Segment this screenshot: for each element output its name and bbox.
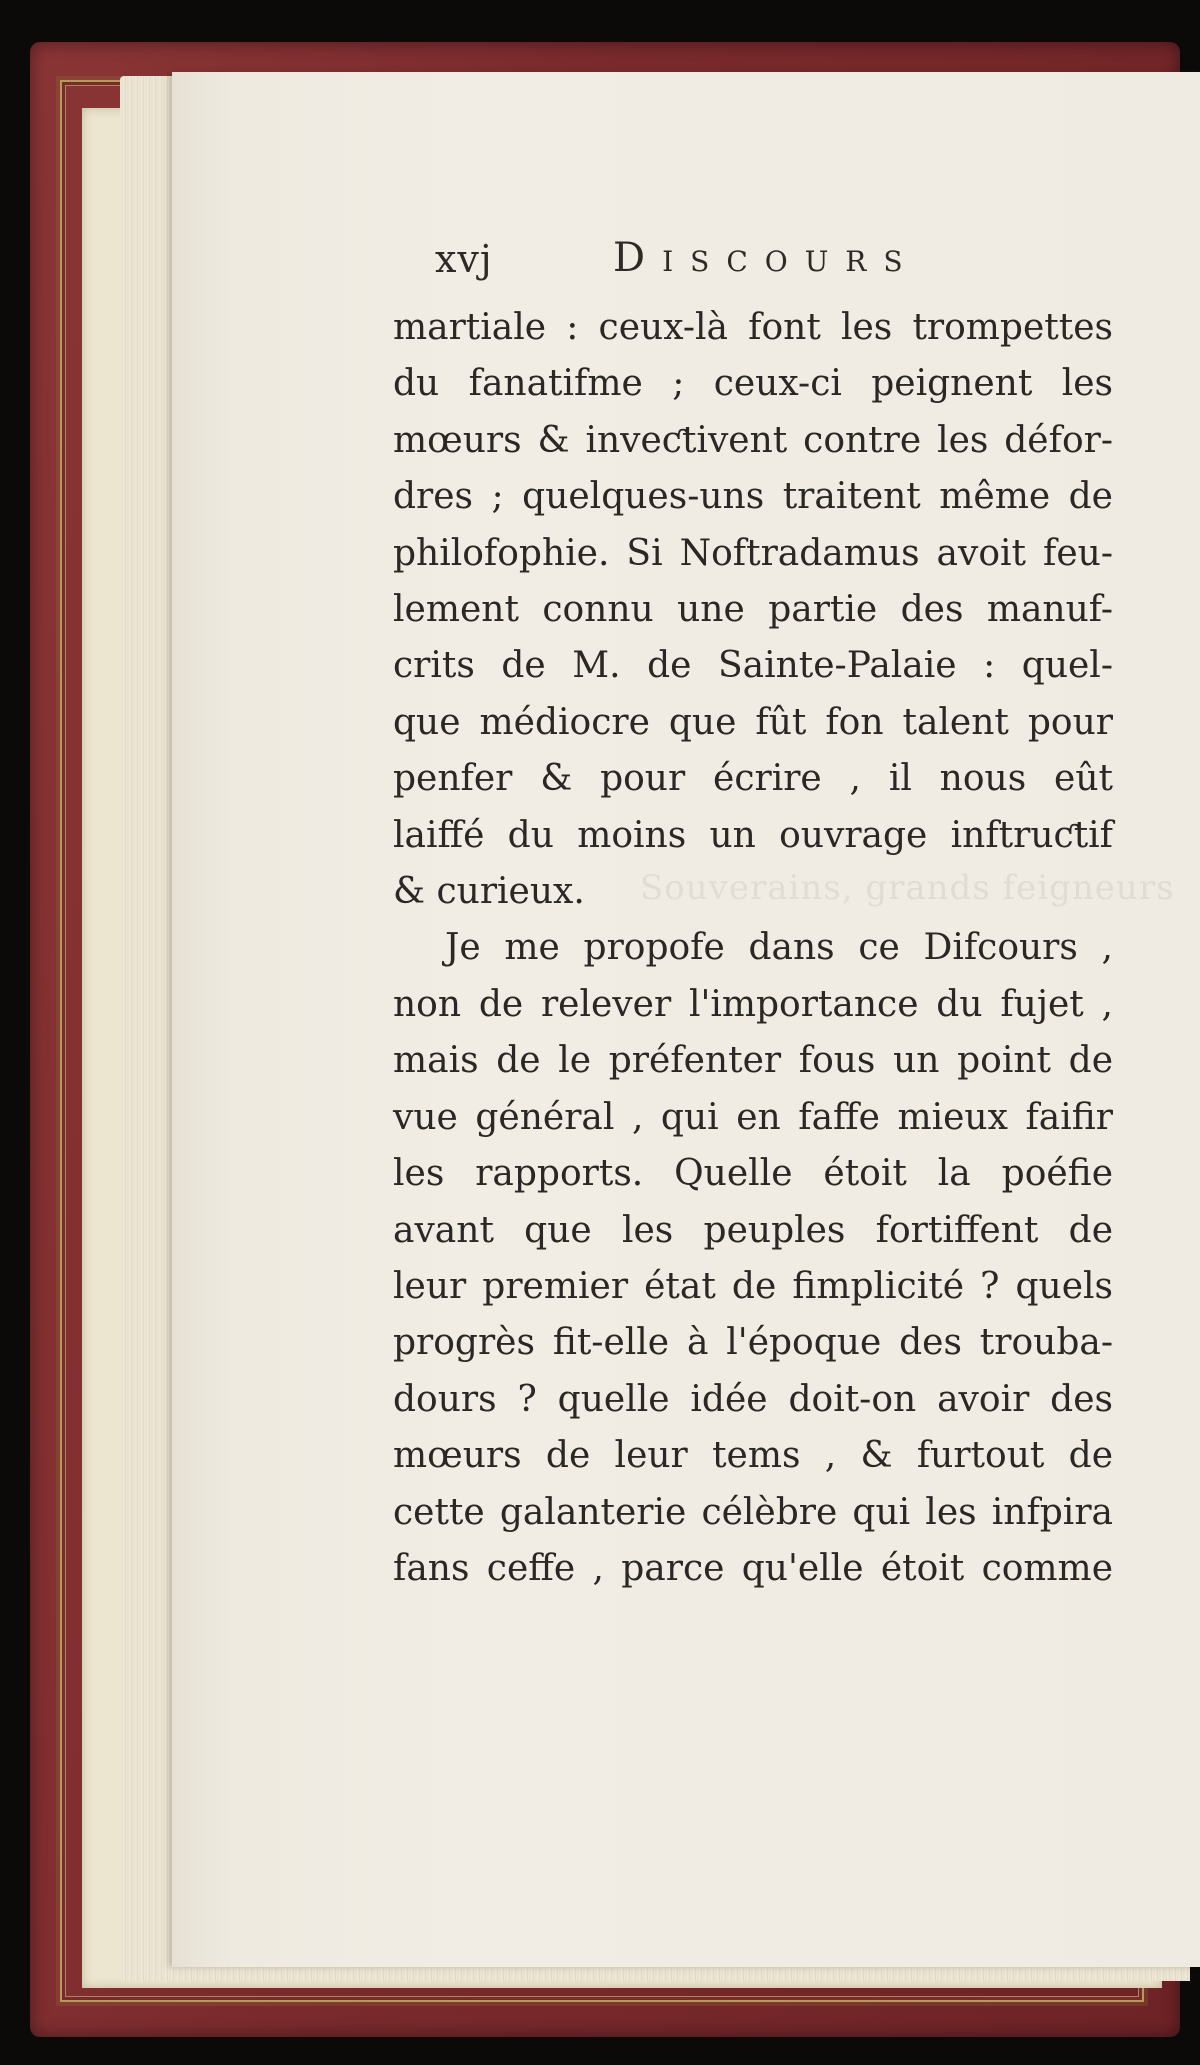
text-line: que médiocre que fût fon talent pour bbox=[393, 701, 1113, 743]
text-line: mœurs & inveƈtivent contre les défor- bbox=[393, 419, 1113, 461]
text-line: penfer & pour écrire , il nous eût bbox=[393, 758, 1113, 800]
text-line: cette galanterie célèbre qui les infpira bbox=[393, 1491, 1113, 1533]
text-line: non de relever l'importance du fujet , bbox=[393, 983, 1113, 1025]
text-line: leur premier état de fimplicité ? quels bbox=[393, 1265, 1113, 1307]
show-through-text: Souverains, grands feigneurs bbox=[640, 868, 1175, 908]
text-line: progrès fit-elle à l'époque des trouba- bbox=[393, 1322, 1113, 1364]
paragraph-1 bbox=[393, 300, 1113, 920]
page-header bbox=[435, 237, 1005, 297]
running-title: Discours bbox=[613, 235, 920, 281]
text-line: dours ? quelle idée doit-on avoir des bbox=[393, 1378, 1113, 1420]
body-text bbox=[393, 300, 1113, 1597]
text-line: avant que les peuples fortiffent de bbox=[393, 1209, 1113, 1251]
text-line: & curieux. bbox=[393, 871, 585, 913]
paragraph-2 bbox=[393, 920, 1113, 1597]
text-line: dres ; quelques-uns traitent même de bbox=[393, 476, 1113, 518]
text-line: les rapports. Quelle étoit la poéfie bbox=[393, 1153, 1113, 1195]
text-line: martiale : ceux-là font les trompettes bbox=[393, 307, 1113, 348]
text-line: mœurs de leur tems , & furtout de bbox=[393, 1435, 1113, 1477]
text-line: crits de M. de Sainte-Palaie : quel- bbox=[393, 645, 1113, 687]
text-line: vue général , qui en faffe mieux faifir bbox=[393, 1096, 1113, 1138]
text-line: lement connu une partie des manuf- bbox=[393, 589, 1113, 631]
text-line: fans ceffe , parce qu'elle étoit comme bbox=[393, 1547, 1113, 1589]
text-line: du fanatifme ; ceux-ci peignent les bbox=[393, 363, 1113, 405]
text-line: philofophie. Si Noftradamus avoit feu- bbox=[393, 532, 1113, 574]
text-line: laiffé du moins un ouvrage inftruƈtif bbox=[393, 814, 1113, 856]
text-line: mais de le préfenter fous un point de bbox=[393, 1040, 1113, 1082]
page-number: xvj bbox=[435, 237, 493, 281]
text-line: Je me propofe dans ce Difcours , bbox=[445, 927, 1113, 969]
